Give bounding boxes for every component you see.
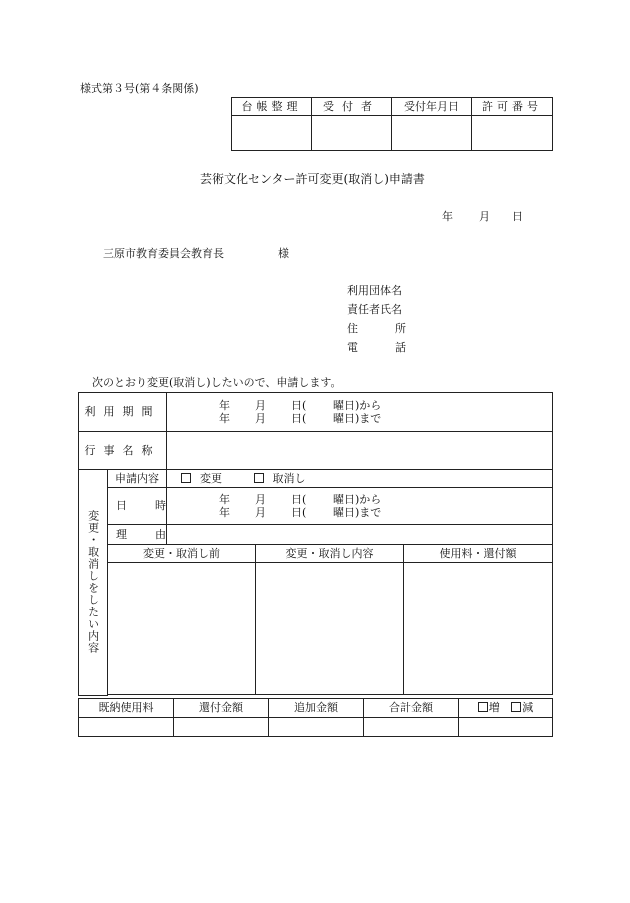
document-title: 芸術文化センター許可変更(取消し)申請書 <box>200 172 425 186</box>
before-field[interactable] <box>108 563 256 695</box>
header-permit-number: 許可番号 <box>472 98 553 116</box>
phone-label-1: 電 <box>347 341 358 354</box>
request-type-label: 申請内容 <box>108 470 167 488</box>
date-day: 日 <box>512 210 523 223</box>
address-label-1: 住 <box>347 322 358 335</box>
option-increase[interactable]: 増 <box>478 701 500 714</box>
additional-field[interactable] <box>269 718 364 737</box>
permit-number-field[interactable] <box>472 116 553 151</box>
change-field[interactable] <box>256 563 404 695</box>
honorific: 様 <box>278 247 289 260</box>
datetime-field[interactable]: 年 月 日( 曜日)から 年 月 日( 曜日)まで <box>167 488 553 525</box>
reason-label: 理 由 <box>108 525 167 545</box>
paid-fee-field[interactable] <box>79 718 174 737</box>
org-name-label: 利用団体名 <box>347 284 402 297</box>
checkbox-cancel[interactable] <box>254 473 264 483</box>
request-type-field <box>167 470 553 488</box>
change-section-label: 変更・取消しをしたい内容 <box>79 470 108 696</box>
checkbox-increase[interactable] <box>478 702 488 712</box>
total-field[interactable] <box>364 718 459 737</box>
receipt-date-field[interactable] <box>392 116 472 151</box>
column-change: 変更・取消し内容 <box>256 545 404 563</box>
option-cancel[interactable]: 取消し <box>226 472 306 485</box>
event-name-label: 行事名称 <box>79 432 167 470</box>
fees-table <box>78 698 553 737</box>
ledger-field[interactable] <box>232 116 312 151</box>
refund-field[interactable] <box>174 718 269 737</box>
option-change[interactable]: 変更 <box>173 472 222 485</box>
date-month: 月 <box>479 210 490 223</box>
header-receipt-date: 受付年月日 <box>392 98 472 116</box>
datetime-label: 日 時 <box>108 488 167 525</box>
period-label: 利用期間 <box>79 393 167 432</box>
event-name-field[interactable] <box>167 432 553 470</box>
reason-field[interactable] <box>167 525 553 545</box>
reception-table <box>231 97 553 151</box>
period-field[interactable]: 年 月 日( 曜日)から 年 月 日( 曜日)まで <box>167 393 553 432</box>
checkbox-decrease[interactable] <box>511 702 521 712</box>
date-year: 年 <box>442 210 453 223</box>
fee-field[interactable] <box>404 563 553 695</box>
application-table <box>78 392 553 696</box>
header-receiver: 受付者 <box>312 98 392 116</box>
diff-field[interactable] <box>459 718 553 737</box>
checkbox-change[interactable] <box>181 473 191 483</box>
header-ledger: 台帳整理 <box>232 98 312 116</box>
header-paid-fee: 既納使用料 <box>79 699 174 718</box>
option-decrease[interactable]: 減 <box>503 701 533 714</box>
receiver-field[interactable] <box>312 116 392 151</box>
address-label-2: 所 <box>395 322 406 335</box>
rep-name-label: 責任者氏名 <box>347 303 402 316</box>
column-fee: 使用料・還付額 <box>404 545 553 563</box>
header-refund: 還付金額 <box>174 699 269 718</box>
column-before: 変更・取消し前 <box>108 545 256 563</box>
header-additional: 追加金額 <box>269 699 364 718</box>
form-number: 様式第３号(第４条関係) <box>80 82 199 95</box>
header-total: 合計金額 <box>364 699 459 718</box>
intro-text: 次のとおり変更(取消し)したいので、申請します。 <box>92 376 342 389</box>
phone-label-2: 話 <box>395 341 406 354</box>
addressee: 三原市教育委員会教育長 <box>103 247 224 260</box>
increase-decrease-options <box>459 699 553 718</box>
